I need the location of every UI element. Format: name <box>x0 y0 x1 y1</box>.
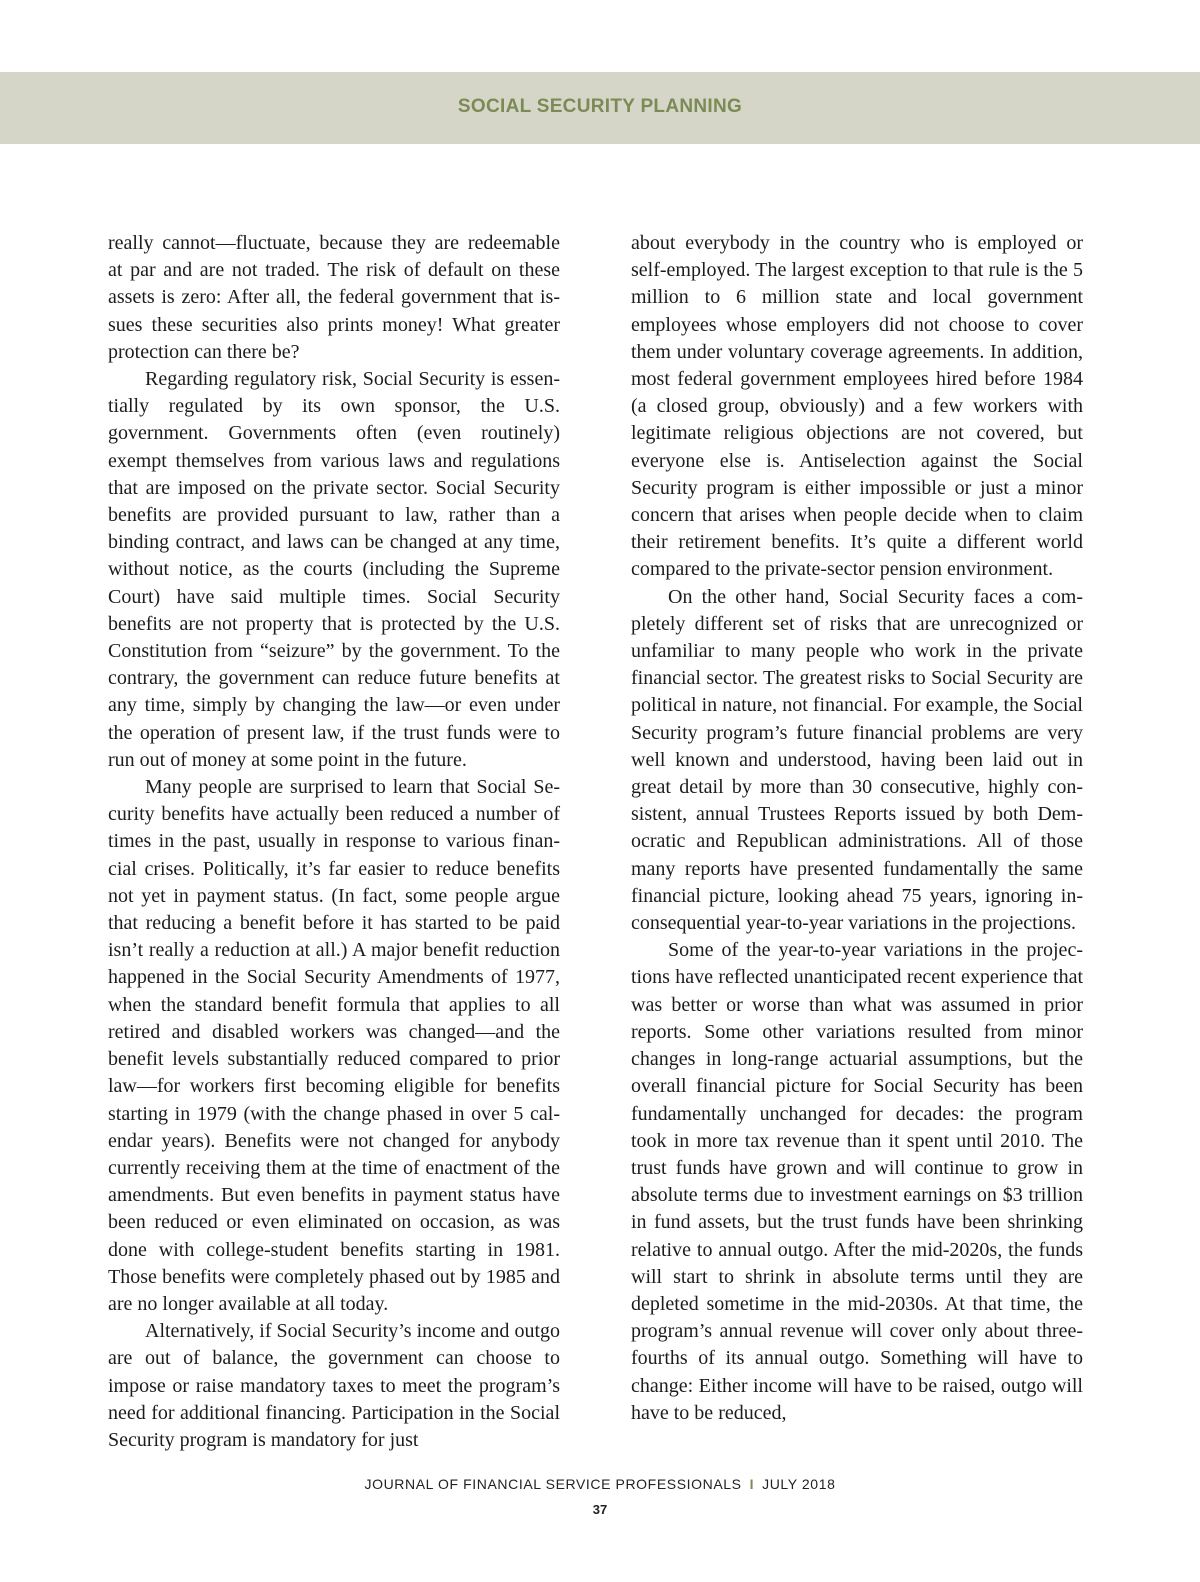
running-footer <box>0 1476 1200 1492</box>
paragraph: about everybody in the country who is employed or self-employed. The largest exception to that rule is the 5 million to 6 million state and local government employees whose employers did not choose to cover them under voluntary coverage agreements. In addition, most federal government employees hired before 1984 (a closed group, obviously) and a few workers with legitimate religious objections are not covered, but everyone else is. Antiselection against the Social Security program is either impossible or just a minor concern that arises when people decide when to claim their retirement benefits. It’s quite a different world compared to the private-sector pension environment. <box>631 232 1083 581</box>
paragraph: Regarding regulatory risk, Social Security is essentially regulated by its own sponsor, the U.S. government. Governments often (even routinely) exempt themselves from various laws and regulations that are imposed on the private sector. Social Security benefits are provided pursuant to law, rather than a binding contract, and laws can be changed at any time, without notice, as the courts (including the Supreme Court) have said multiple times. Social Security benefits are not property that is protected by the U.S. Constitution from “seizure” by the government. To the contrary, the government can reduce future benefits at any time, simply by changing the law—or even under the operation of present law, if the trust funds were to run out of money at some point in the future. <box>108 368 560 771</box>
left-column <box>108 230 560 1454</box>
journal-name: JOURNAL OF FINANCIAL SERVICE PROFESSIONALS <box>364 1476 742 1492</box>
paragraph: Some of the year-to-year variations in the projections have reflected unanticipated recent experience that was better or worse than what was assumed in prior reports. Some other variations resulted from minor changes in long-range actuarial assumptions, but the overall financial picture for Social Security has been fundamentally unchanged for decades: the program took in more tax revenue than it spent until 2010. The trust funds have grown and will continue to grow in absolute terms due to investment earnings on $3 trillion in fund assets, but the trust funds have been shrinking relative to annual outgo. After the mid-2020s, the funds will start to shrink in absolute terms until they are depleted sometime in the mid-2030s. At that time, the program’s annual revenue will cover only about three-fourths of its annual outgo. Something will have to change: Either income will have to be raised, outgo will have to be reduced, <box>631 939 1083 1424</box>
right-column <box>631 230 1083 1427</box>
paragraph: really cannot—fluctuate, because they are redeemable at par and are not traded. The risk of default on these assets is zero: After all, the federal government that issues these securities also prints money! What greater protection can there be? <box>108 232 560 363</box>
paragraph: Many people are surprised to learn that Social Security benefits have actually been reduced a number of times in the past, usually in response to various financial crises. Politically, it’s far easier to reduce benefits not yet in payment status. (In fact, some people argue that reducing a benefit before it has started to be paid isn’t really a reduction at all.) A major benefit reduction happened in the Social Security Amendments of 1977, when the standard benefit formula that applies to all retired and disabled workers was changed—and the benefit levels substantially reduced compared to prior law—for workers first becoming eligible for benefits starting in 1979 (with the change phased in over 5 calendar years). Benefits were not changed for anybody currently receiving them at the time of enactment of the amendments. But even benefits in payment status have been reduced or even eliminated on occasion, as was done with college-student benefits starting in 1981. Those benefits were completely phased out by 1985 and are no longer available at all today. <box>108 776 560 1315</box>
page-number: 37 <box>592 1502 608 1517</box>
issue-date: JULY 2018 <box>762 1476 836 1492</box>
paragraph: On the other hand, Social Security faces a completely different set of risks that are unrecognized or unfamiliar to many people who work in the private financial sector. The greatest risks to Social Security are political in nature, not financial. For example, the Social Security program’s future financial problems are very well known and understood, having been laid out in great detail by more than 30 consecutive, highly consistent, annual Trustees Reports issued by both Democratic and Republican administrations. All of those many reports have presented fundamentally the same financial picture, looking ahead 75 years, ignoring inconsequential year-to-year variations in the projections. <box>631 585 1083 935</box>
paragraph: Alternatively, if Social Security’s income and outgo are out of balance, the government can choose to impose or raise mandatory taxes to meet the program’s need for additional financing. Participation in the Social Security program is mandatory for just <box>108 1320 560 1451</box>
running-header-title: SOCIAL SECURITY PLANNING <box>457 96 743 117</box>
footer-separator: I <box>749 1476 755 1492</box>
